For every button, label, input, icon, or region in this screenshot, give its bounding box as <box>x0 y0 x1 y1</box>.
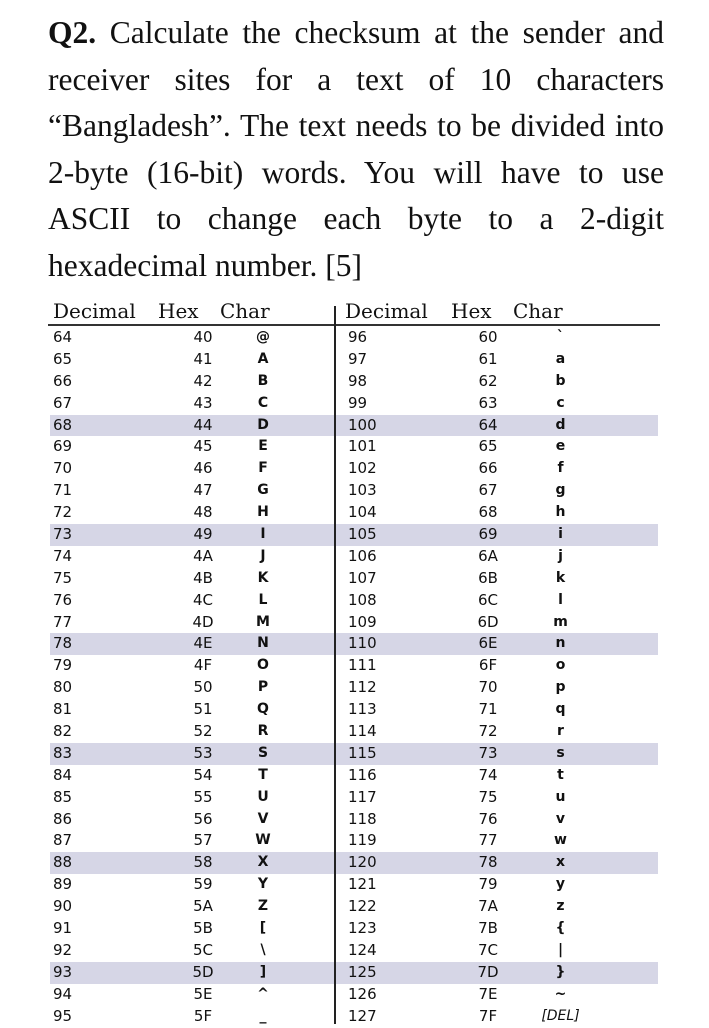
decimal-cell: 74 <box>53 546 73 565</box>
table-row <box>48 436 660 458</box>
table-row <box>48 852 660 874</box>
decimal-cell: 69 <box>53 437 73 456</box>
decimal-cell: 105 <box>348 525 377 544</box>
hex-cell: 77 <box>478 831 498 850</box>
hex-cell: 56 <box>193 809 213 828</box>
char-cell: f <box>557 460 564 477</box>
hex-cell: 50 <box>193 678 213 697</box>
table-row <box>48 524 660 546</box>
decimal-cell: 113 <box>348 700 377 719</box>
hex-cell: 4C <box>192 590 214 609</box>
decimal-cell: 118 <box>348 809 377 828</box>
hex-cell: 7D <box>477 962 499 981</box>
char-cell: ` <box>557 329 564 345</box>
hex-cell: 43 <box>193 393 213 412</box>
hex-cell: 51 <box>193 700 213 719</box>
decimal-cell: 66 <box>53 371 73 390</box>
hex-cell: 58 <box>193 853 213 872</box>
hex-cell: 76 <box>478 809 498 828</box>
char-cell: w <box>554 832 567 849</box>
decimal-cell: 80 <box>53 678 73 697</box>
decimal-cell: 98 <box>348 371 368 390</box>
char-cell: ^ <box>257 985 269 1002</box>
table-row <box>48 721 660 743</box>
char-cell: K <box>257 569 269 586</box>
decimal-cell: 84 <box>53 765 73 784</box>
char-cell: u <box>555 788 566 805</box>
hex-cell: 79 <box>478 875 498 894</box>
table-row <box>48 787 660 809</box>
table-header <box>48 298 660 325</box>
char-cell: y <box>555 876 566 893</box>
hex-cell: 53 <box>193 743 213 762</box>
hex-cell: 5B <box>193 919 213 938</box>
decimal-cell: 99 <box>348 393 368 412</box>
hex-cell: 70 <box>478 678 498 697</box>
char-cell: G <box>257 482 269 499</box>
question-label: Q2. <box>48 15 97 50</box>
char-cell: x <box>555 854 566 871</box>
decimal-cell: 83 <box>53 743 73 762</box>
hex-cell: 7A <box>478 897 498 916</box>
decimal-cell: 101 <box>348 437 377 456</box>
table-row <box>48 940 660 962</box>
hex-cell: 71 <box>478 700 498 719</box>
hex-cell: 6D <box>477 612 499 631</box>
char-cell: L <box>258 591 268 608</box>
char-cell: [DEL] <box>541 1007 580 1024</box>
table-row <box>48 633 660 655</box>
char-cell: M <box>256 613 270 630</box>
hex-cell: 5C <box>192 940 214 959</box>
decimal-cell: 115 <box>348 743 377 762</box>
table-row <box>48 349 660 371</box>
hex-cell: 74 <box>478 765 498 784</box>
hex-cell: 6C <box>477 590 499 609</box>
hex-cell: 66 <box>478 459 498 478</box>
char-cell: N <box>257 635 269 652</box>
hex-cell: 49 <box>193 525 213 544</box>
hex-cell: 41 <box>193 349 213 368</box>
hex-cell: 52 <box>193 722 213 741</box>
hex-cell: 72 <box>478 722 498 741</box>
hex-cell: 6A <box>478 546 498 565</box>
hex-cell: 5E <box>193 984 213 1003</box>
ascii-table <box>48 298 660 1024</box>
char-cell: | <box>557 941 564 958</box>
table-row <box>48 546 660 568</box>
decimal-cell: 64 <box>53 328 73 346</box>
decimal-cell: 82 <box>53 722 73 741</box>
decimal-cell: 123 <box>348 919 377 938</box>
decimal-cell: 96 <box>348 328 368 346</box>
hex-cell: 55 <box>193 787 213 806</box>
decimal-cell: 111 <box>348 656 377 675</box>
hex-cell: 7B <box>478 919 498 938</box>
decimal-cell: 75 <box>53 568 73 587</box>
decimal-cell: 95 <box>53 1006 73 1025</box>
hex-cell: 67 <box>478 481 498 500</box>
decimal-cell: 106 <box>348 546 377 565</box>
decimal-cell: 116 <box>348 765 377 784</box>
hex-cell: 68 <box>478 503 498 522</box>
char-cell: J <box>260 547 266 564</box>
hex-cell: 6B <box>478 568 498 587</box>
decimal-cell: 110 <box>348 634 377 653</box>
char-cell: } <box>555 963 566 980</box>
hex-cell: 75 <box>478 787 498 806</box>
char-cell: r <box>557 723 564 740</box>
char-cell: H <box>257 504 269 521</box>
char-cell: z <box>556 898 565 915</box>
hex-cell: 61 <box>478 349 498 368</box>
table-row <box>48 765 660 787</box>
hex-cell: 7F <box>478 1006 498 1025</box>
char-cell: C <box>257 394 269 411</box>
table-row <box>48 1006 660 1028</box>
decimal-cell: 121 <box>348 875 377 894</box>
hex-cell: 5A <box>193 897 213 916</box>
decimal-cell: 127 <box>348 1006 377 1025</box>
char-cell: T <box>258 766 268 783</box>
table-row <box>48 677 660 699</box>
question-paragraph <box>48 10 664 289</box>
header-decimal-right: Decimal <box>345 299 428 323</box>
decimal-cell: 91 <box>53 919 73 938</box>
hex-cell: 78 <box>478 853 498 872</box>
decimal-cell: 71 <box>53 481 73 500</box>
hex-cell: 4D <box>192 612 214 631</box>
char-cell: @ <box>256 329 270 345</box>
header-decimal-left: Decimal <box>53 299 136 323</box>
table-row <box>48 371 660 393</box>
char-cell: t <box>557 766 564 783</box>
decimal-cell: 108 <box>348 590 377 609</box>
hex-cell: 5F <box>193 1006 213 1025</box>
table-row <box>48 743 660 765</box>
char-cell: Q <box>257 701 269 718</box>
header-char-left: Char <box>220 299 270 323</box>
char-cell: X <box>257 854 269 871</box>
char-cell: b <box>555 372 566 389</box>
char-cell: ~ <box>554 985 567 1002</box>
decimal-cell: 102 <box>348 459 377 478</box>
decimal-cell: 76 <box>53 590 73 609</box>
char-cell: W <box>255 832 271 849</box>
hex-cell: 40 <box>193 328 213 346</box>
decimal-cell: 114 <box>348 722 377 741</box>
decimal-cell: 126 <box>348 984 377 1003</box>
hex-cell: 5D <box>192 962 214 981</box>
decimal-cell: 120 <box>348 853 377 872</box>
decimal-cell: 124 <box>348 940 377 959</box>
char-cell: I <box>260 526 266 543</box>
hex-cell: 57 <box>193 831 213 850</box>
header-rule <box>48 324 660 326</box>
decimal-cell: 87 <box>53 831 73 850</box>
hex-cell: 45 <box>193 437 213 456</box>
char-cell: l <box>558 591 563 608</box>
char-cell: j <box>558 547 563 564</box>
hex-cell: 4B <box>193 568 213 587</box>
hex-cell: 4F <box>193 656 213 675</box>
decimal-cell: 109 <box>348 612 377 631</box>
char-cell: v <box>555 810 566 827</box>
decimal-cell: 88 <box>53 853 73 872</box>
hex-cell: 6E <box>478 634 498 653</box>
hex-cell: 46 <box>193 459 213 478</box>
hex-cell: 48 <box>193 503 213 522</box>
char-cell: s <box>556 744 565 761</box>
char-cell: { <box>555 920 566 937</box>
decimal-cell: 100 <box>348 415 377 434</box>
char-cell: c <box>556 394 565 411</box>
hex-cell: 60 <box>478 328 498 346</box>
question-text: Calculate the checksum at the sender and receiver sites for a text of 10 characters “Bangladesh”. The text needs to be divided into 2-byte (16-bit) words. You will have to use ASCII to change each byte to a 2-digit hexadecimal number. [5] <box>48 15 664 283</box>
decimal-cell: 78 <box>53 634 73 653</box>
hex-cell: 4E <box>193 634 213 653</box>
decimal-cell: 72 <box>53 503 73 522</box>
char-cell: Z <box>257 898 269 915</box>
char-cell: O <box>257 657 269 674</box>
decimal-cell: 65 <box>53 349 73 368</box>
table-row <box>48 830 660 852</box>
hex-cell: 54 <box>193 765 213 784</box>
table-row <box>48 590 660 612</box>
decimal-cell: 117 <box>348 787 377 806</box>
hex-cell: 7E <box>478 984 498 1003</box>
hex-cell: 4A <box>193 546 213 565</box>
char-cell: U <box>257 788 269 805</box>
hex-cell: 44 <box>193 415 213 434</box>
decimal-cell: 68 <box>53 415 73 434</box>
char-cell: Y <box>257 876 269 893</box>
decimal-cell: 73 <box>53 525 73 544</box>
decimal-cell: 104 <box>348 503 377 522</box>
table-row <box>48 612 660 634</box>
decimal-cell: 107 <box>348 568 377 587</box>
hex-cell: 69 <box>478 525 498 544</box>
decimal-cell: 92 <box>53 940 73 959</box>
char-cell: h <box>555 504 566 521</box>
table-row <box>48 809 660 831</box>
hex-cell: 62 <box>478 371 498 390</box>
char-cell: [ <box>259 920 267 937</box>
decimal-cell: 81 <box>53 700 73 719</box>
hex-cell: 7C <box>477 940 499 959</box>
decimal-cell: 122 <box>348 897 377 916</box>
table-row <box>48 699 660 721</box>
char-cell: m <box>553 613 568 630</box>
char-cell: V <box>257 810 269 827</box>
hex-cell: 64 <box>478 415 498 434</box>
header-char-right: Char <box>513 299 563 323</box>
char-cell: F <box>258 460 268 477</box>
char-cell: k <box>555 569 566 586</box>
table-row <box>48 874 660 896</box>
decimal-cell: 103 <box>348 481 377 500</box>
decimal-cell: 125 <box>348 962 377 981</box>
char-cell: o <box>555 657 566 674</box>
table-row <box>48 327 660 349</box>
hex-cell: 65 <box>478 437 498 456</box>
decimal-cell: 93 <box>53 962 73 981</box>
char-cell: e <box>555 438 566 455</box>
char-cell: ] <box>259 963 267 980</box>
header-hex-right: Hex <box>451 299 492 323</box>
table-row <box>48 502 660 524</box>
char-cell: d <box>555 416 566 433</box>
table-row <box>48 393 660 415</box>
char-cell: A <box>257 350 269 367</box>
decimal-cell: 67 <box>53 393 73 412</box>
decimal-cell: 90 <box>53 897 73 916</box>
char-cell: E <box>258 438 268 455</box>
char-cell: \ <box>260 941 266 958</box>
char-cell: p <box>555 679 566 696</box>
hex-cell: 63 <box>478 393 498 412</box>
decimal-cell: 77 <box>53 612 73 631</box>
table-row <box>48 480 660 502</box>
char-cell: P <box>257 679 269 696</box>
table-body <box>48 327 660 1028</box>
decimal-cell: 86 <box>53 809 73 828</box>
char-cell: S <box>257 744 269 761</box>
decimal-cell: 94 <box>53 984 73 1003</box>
char-cell: n <box>555 635 566 652</box>
hex-cell: 73 <box>478 743 498 762</box>
header-hex-left: Hex <box>158 299 199 323</box>
hex-cell: 6F <box>478 656 498 675</box>
char-cell: B <box>257 372 269 389</box>
hex-cell: 47 <box>193 481 213 500</box>
char-cell: R <box>257 723 269 740</box>
decimal-cell: 70 <box>53 459 73 478</box>
decimal-cell: 89 <box>53 875 73 894</box>
char-cell: i <box>558 526 563 543</box>
table-row <box>48 415 660 437</box>
table-row <box>48 896 660 918</box>
decimal-cell: 85 <box>53 787 73 806</box>
char-cell: _ <box>259 1007 267 1024</box>
table-row <box>48 984 660 1006</box>
decimal-cell: 119 <box>348 831 377 850</box>
hex-cell: 42 <box>193 371 213 390</box>
decimal-cell: 112 <box>348 678 377 697</box>
table-row <box>48 458 660 480</box>
table-row <box>48 655 660 677</box>
table-row <box>48 568 660 590</box>
decimal-cell: 79 <box>53 656 73 675</box>
hex-cell: 59 <box>193 875 213 894</box>
char-cell: g <box>555 482 566 499</box>
char-cell: q <box>555 701 566 718</box>
table-row <box>48 962 660 984</box>
table-row <box>48 918 660 940</box>
decimal-cell: 97 <box>348 349 368 368</box>
char-cell: D <box>257 416 269 433</box>
char-cell: a <box>555 350 566 367</box>
